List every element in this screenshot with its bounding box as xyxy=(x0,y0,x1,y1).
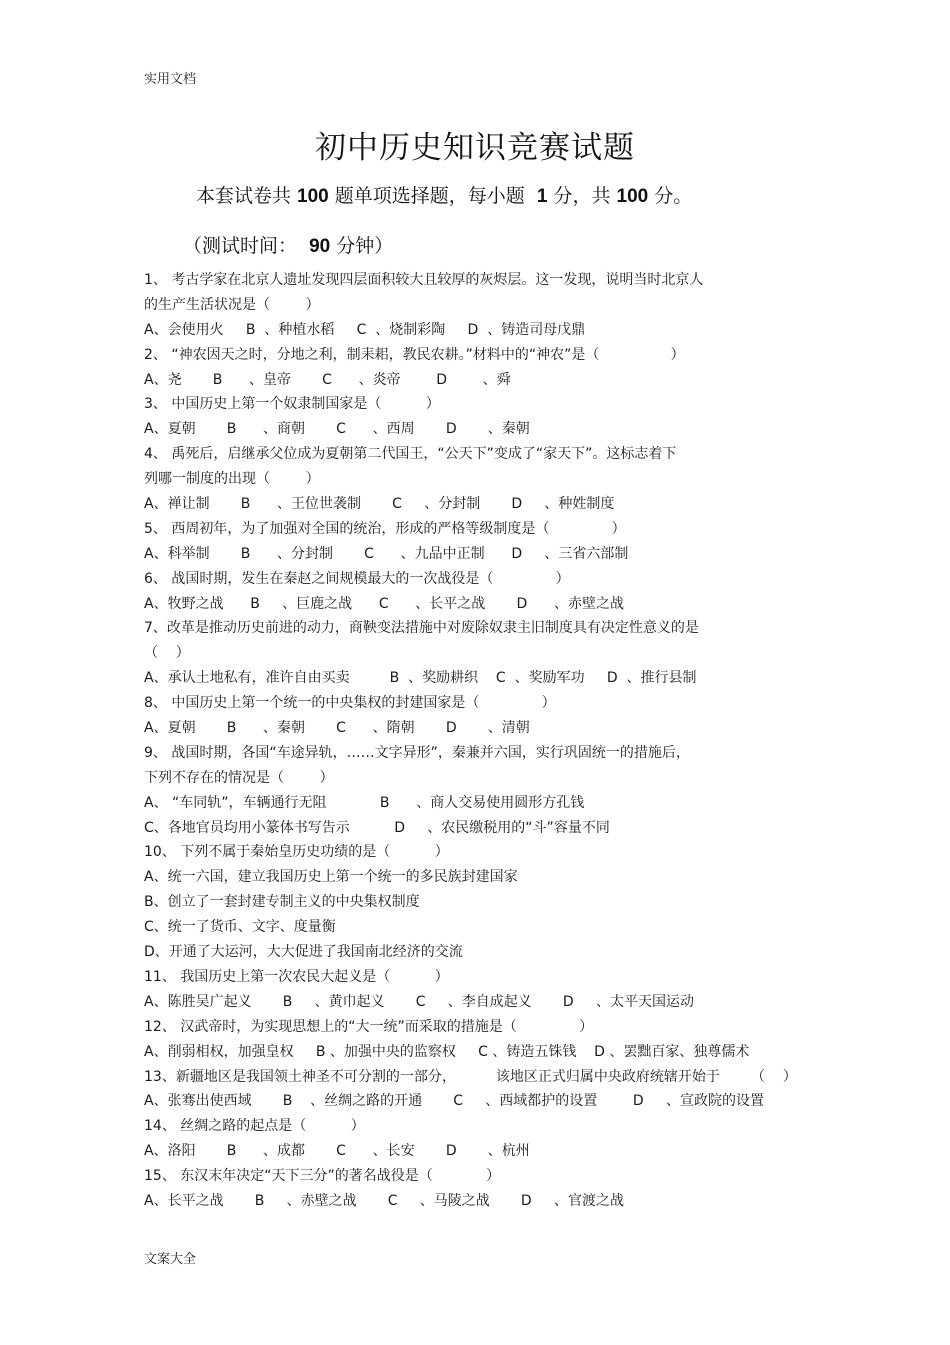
answer-options: A、削弱相权，加强皇权 B 、加强中央的监察权 C 、铸造五铢钱 D 、罢黜百家、独尊儒术 xyxy=(144,1043,750,1060)
answer-options: A、 “车同轨”，车辆通行无阻 B 、商人交易使用圆形方孔钱 xyxy=(144,794,585,811)
question-line: 15、 东汉末年决定“天下三分”的著名战役是（ ） xyxy=(144,1168,501,1185)
page-header: 实用文档 xyxy=(144,72,197,87)
answer-options: A、陈胜吴广起义 B 、黄巾起义 C 、李自成起义 D 、太平天国运动 xyxy=(144,993,694,1010)
question-line: 3、 中国历史上第一个奴隶制国家是（ ） xyxy=(144,396,440,413)
answer-options: A、长平之战 B 、赤壁之战 C 、马陵之战 D 、官渡之战 xyxy=(144,1192,624,1209)
answer-options: A、洛阳 B 、成都 C 、长安 D 、杭州 xyxy=(144,1143,530,1160)
answer-options: A、尧 B 、皇帝 C 、炎帝 D 、舜 xyxy=(144,371,511,388)
question-list xyxy=(144,268,814,1214)
question-line: 的生产生活状况是（ ） xyxy=(144,296,320,313)
answer-option: D、开通了大运河，大大促进了我国南北经济的交流 xyxy=(144,944,463,961)
question-line: 11、 我国历史上第一次农民大起义是（ ） xyxy=(144,968,449,985)
answer-option: C、统一了货币、文字、度量衡 xyxy=(144,919,336,936)
exam-duration xyxy=(183,231,393,258)
points-each: 1 xyxy=(536,186,548,207)
question-line: 12、 汉武帝时，为实现思想上的“大一统”而采取的措施是（ ） xyxy=(144,1018,594,1035)
question-line: 10、 下列不属于秦始皇历史功绩的是（ ） xyxy=(144,844,449,861)
question-line: 1、 考古学家在北京人遗址发现四层面积较大且较厚的灰烬层。这一发现，说明当时北京人 xyxy=(144,272,704,288)
answer-options: A、承认土地私有，准许自由买卖 B 、奖励耕织 C 、奖励军功 D 、推行县制 xyxy=(144,670,697,687)
question-line: 7、改革是推动历史前进的动力，商鞅变法措施中对废除奴隶主旧制度具有决定性意义的是 xyxy=(144,620,699,637)
duration-text: 分钟） xyxy=(330,235,394,257)
answer-options: A、夏朝 B 、秦朝 C 、隋朝 D 、清朝 xyxy=(144,720,530,737)
question-line: 4、 禹死后，启继承父位成为夏朝第二代国王，“公天下”变成了“家天下”。这标志着下 xyxy=(144,446,677,463)
duration-minutes: 90 xyxy=(309,236,331,257)
answer-options: C、各地官员均用小篆体书写告示 D 、农民缴税用的“斗”容量不同 xyxy=(144,819,610,836)
answer-options: A、禅让制 B 、王位世袭制 C 、分封制 D 、种姓制度 xyxy=(144,496,615,513)
question-count: 100 xyxy=(297,186,329,207)
duration-text: （测试时间： xyxy=(183,235,310,257)
answer-options: A、张骞出使西域 B 、丝绸之路的开通 C 、西域都护的设置 D 、宣政院的设置 xyxy=(144,1093,764,1110)
page-footer: 文案大全 xyxy=(144,1252,197,1267)
instructions-text: 分，共 xyxy=(547,185,617,207)
exam-instructions xyxy=(196,181,692,208)
question-line: 下列不存在的情况是（ ） xyxy=(144,769,334,786)
question-line: 9、 战国时期，各国“车途异轨，……文字异形”，秦兼并六国，实行巩固统一的措施后， xyxy=(144,744,690,761)
answer-options: A、夏朝 B 、商朝 C 、西周 D 、秦朝 xyxy=(144,421,530,438)
instructions-text: 分。 xyxy=(648,185,693,207)
answer-option: A、统一六国，建立我国历史上第一个统一的多民族封建国家 xyxy=(144,869,518,886)
answer-options: A、牧野之战 B 、巨鹿之战 C 、长平之战 D 、赤壁之战 xyxy=(144,595,624,612)
question-line: 2、 “神农因天之时，分地之利，制耒耜，教民农耕。”材料中的“神农”是（ ） xyxy=(144,346,685,363)
question-line: （ ） xyxy=(144,645,190,662)
instructions-text: 本套试卷共 xyxy=(196,185,298,207)
instructions-text: 题单项选择题，每小题 xyxy=(328,185,537,207)
question-line: 13、新疆地区是我国领土神圣不可分割的一部分， 该地区正式归属中央政府统辖开始于 （ ） xyxy=(144,1068,797,1085)
answer-option: B、创立了一套封建专制主义的中央集权制度 xyxy=(144,894,420,911)
question-line: 6、 战国时期，发生在秦赵之间规模最大的一次战役是（ ） xyxy=(144,570,570,587)
answer-options: A、会使用火 B 、种植水稻 C 、烧制彩陶 D 、铸造司母戊鼎 xyxy=(144,321,586,338)
answer-options: A、科举制 B 、分封制 C 、九品中正制 D 、三省六部制 xyxy=(144,545,629,562)
total-points: 100 xyxy=(616,186,649,207)
page-title: 初中历史知识竞赛试题 xyxy=(315,130,635,166)
question-line: 列哪一制度的出现（ ） xyxy=(144,471,320,488)
question-line: 5、 西周初年，为了加强对全国的统治，形成的严格等级制度是（ ） xyxy=(144,520,626,537)
question-line: 8、 中国历史上第一个统一的中央集权的封建国家是（ ） xyxy=(144,695,556,712)
question-line: 14、 丝绸之路的起点是（ ） xyxy=(144,1118,365,1135)
